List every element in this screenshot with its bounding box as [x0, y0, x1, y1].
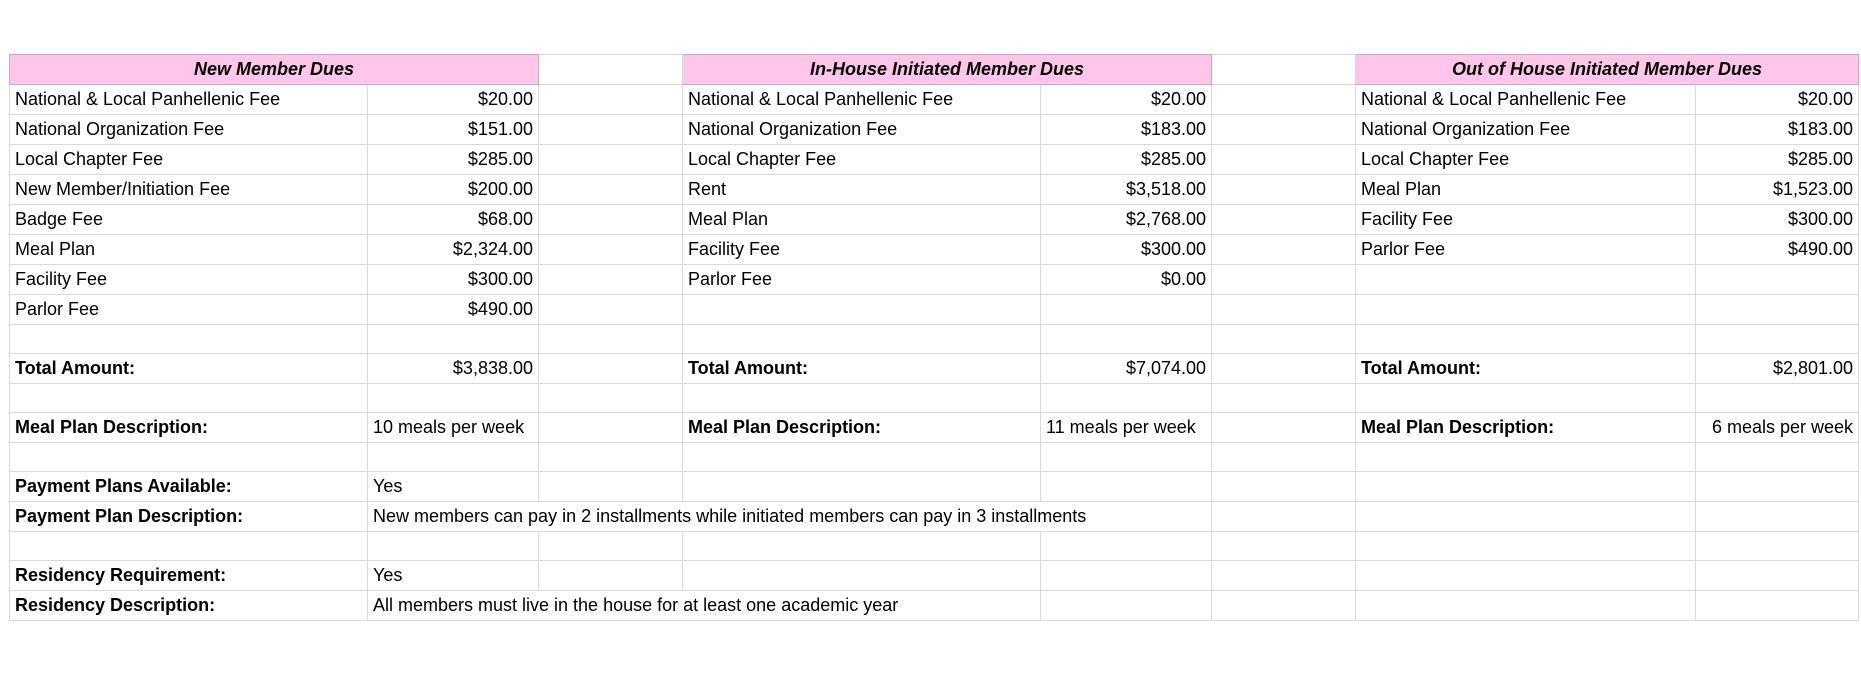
fee-amount[interactable]: $285.00 [1696, 145, 1859, 175]
fee-amount[interactable]: $285.00 [1041, 145, 1212, 175]
fee-amount[interactable]: $68.00 [368, 205, 539, 235]
empty-cell[interactable] [1041, 325, 1212, 354]
fee-row [10, 115, 1859, 145]
meal-plan-description[interactable]: 10 meals per week [368, 413, 539, 443]
section-title[interactable]: Out of House Initiated Member Dues [1356, 55, 1859, 85]
fee-amount[interactable]: $490.00 [368, 295, 539, 325]
empty-cell[interactable] [683, 532, 1041, 561]
empty-cell[interactable] [1356, 265, 1696, 295]
fee-label[interactable]: Meal Plan [1356, 175, 1696, 205]
empty-cell[interactable] [1041, 561, 1212, 591]
fee-label[interactable]: Parlor Fee [683, 265, 1041, 295]
empty-cell[interactable] [1212, 55, 1356, 85]
fee-row [10, 295, 1859, 325]
empty-cell[interactable] [1696, 502, 1859, 532]
empty-cell[interactable] [683, 472, 1041, 502]
empty-cell[interactable] [1212, 443, 1356, 472]
total-amount[interactable]: $2,801.00 [1696, 354, 1859, 384]
empty-cell[interactable] [1696, 295, 1859, 325]
empty-cell[interactable] [368, 384, 539, 413]
fee-label[interactable]: National & Local Panhellenic Fee [10, 85, 368, 115]
fee-amount[interactable]: $183.00 [1696, 115, 1859, 145]
blank-row [10, 532, 1859, 561]
fee-label[interactable]: National & Local Panhellenic Fee [1356, 85, 1696, 115]
header-row [10, 55, 1859, 85]
empty-cell[interactable] [1212, 265, 1356, 295]
blank-row [10, 384, 1859, 413]
empty-cell[interactable] [1212, 235, 1356, 265]
fee-label[interactable]: Parlor Fee [10, 295, 368, 325]
empty-cell[interactable] [1356, 591, 1696, 621]
total-label[interactable]: Total Amount: [10, 354, 368, 384]
empty-cell[interactable] [539, 413, 683, 443]
empty-cell[interactable] [539, 532, 683, 561]
payment-available-value[interactable]: Yes [368, 472, 539, 502]
empty-cell[interactable] [1212, 354, 1356, 384]
empty-cell[interactable] [539, 85, 683, 115]
fee-label[interactable]: Facility Fee [683, 235, 1041, 265]
empty-cell[interactable] [1212, 413, 1356, 443]
residency-requirement-label[interactable]: Residency Requirement: [10, 561, 368, 591]
fee-label[interactable]: Facility Fee [1356, 205, 1696, 235]
empty-cell[interactable] [1212, 591, 1356, 621]
empty-cell[interactable] [1696, 472, 1859, 502]
total-row [10, 354, 1859, 384]
empty-cell[interactable] [1212, 85, 1356, 115]
fee-amount[interactable]: $2,768.00 [1041, 205, 1212, 235]
empty-cell[interactable] [539, 295, 683, 325]
empty-cell[interactable] [1356, 532, 1696, 561]
total-label[interactable]: Total Amount: [683, 354, 1041, 384]
total-label[interactable]: Total Amount: [1356, 354, 1696, 384]
meal-plan-description[interactable]: 11 meals per week [1041, 413, 1212, 443]
empty-cell[interactable] [1696, 591, 1859, 621]
empty-cell[interactable] [368, 532, 539, 561]
empty-cell[interactable] [539, 354, 683, 384]
fee-amount[interactable]: $183.00 [1041, 115, 1212, 145]
fee-row [10, 145, 1859, 175]
empty-cell[interactable] [10, 443, 368, 472]
empty-cell[interactable] [1212, 295, 1356, 325]
empty-cell[interactable] [1212, 384, 1356, 413]
fee-amount[interactable]: $300.00 [1696, 205, 1859, 235]
empty-cell[interactable] [1041, 295, 1212, 325]
fee-label[interactable]: Local Chapter Fee [1356, 145, 1696, 175]
empty-cell[interactable] [1041, 472, 1212, 502]
fee-row [10, 175, 1859, 205]
payment-description-row [10, 502, 1859, 532]
fee-label[interactable]: Local Chapter Fee [683, 145, 1041, 175]
section-title[interactable]: In-House Initiated Member Dues [683, 55, 1212, 85]
meal-plan-label[interactable]: Meal Plan Description: [683, 413, 1041, 443]
fee-label[interactable]: Badge Fee [10, 205, 368, 235]
fee-amount[interactable]: $300.00 [1041, 235, 1212, 265]
meal-plan-label[interactable]: Meal Plan Description: [1356, 413, 1696, 443]
empty-cell[interactable] [1696, 443, 1859, 472]
total-amount[interactable]: $3,838.00 [368, 354, 539, 384]
empty-cell[interactable] [1356, 472, 1696, 502]
empty-cell[interactable] [539, 205, 683, 235]
fee-amount[interactable]: $151.00 [368, 115, 539, 145]
residency-requirement-row [10, 561, 1859, 591]
empty-cell[interactable] [683, 325, 1041, 354]
fee-row [10, 205, 1859, 235]
empty-cell[interactable] [539, 115, 683, 145]
fee-label[interactable]: New Member/Initiation Fee [10, 175, 368, 205]
empty-cell[interactable] [1212, 205, 1356, 235]
empty-cell[interactable] [1212, 145, 1356, 175]
fee-label[interactable]: National Organization Fee [1356, 115, 1696, 145]
empty-cell[interactable] [368, 443, 539, 472]
empty-cell[interactable] [1356, 443, 1696, 472]
fee-amount[interactable]: $300.00 [368, 265, 539, 295]
fee-label[interactable]: Rent [683, 175, 1041, 205]
empty-cell[interactable] [683, 384, 1041, 413]
empty-cell[interactable] [1356, 384, 1696, 413]
fee-label[interactable]: Parlor Fee [1356, 235, 1696, 265]
empty-cell[interactable] [539, 235, 683, 265]
empty-cell[interactable] [1696, 532, 1859, 561]
empty-cell[interactable] [539, 175, 683, 205]
empty-cell[interactable] [1356, 502, 1696, 532]
empty-cell[interactable] [683, 443, 1041, 472]
empty-cell[interactable] [1696, 325, 1859, 354]
section-title[interactable]: New Member Dues [10, 55, 539, 85]
fee-amount[interactable]: $490.00 [1696, 235, 1859, 265]
empty-cell[interactable] [1041, 591, 1212, 621]
fee-label[interactable]: National & Local Panhellenic Fee [683, 85, 1041, 115]
fee-label[interactable]: National Organization Fee [683, 115, 1041, 145]
meal-plan-row [10, 413, 1859, 443]
empty-cell[interactable] [1212, 502, 1356, 532]
fee-amount[interactable]: $20.00 [368, 85, 539, 115]
empty-cell[interactable] [539, 384, 683, 413]
dues-spreadsheet [9, 54, 1859, 621]
residency-requirement-value[interactable]: Yes [368, 561, 539, 591]
blank-row [10, 443, 1859, 472]
meal-plan-label[interactable]: Meal Plan Description: [10, 413, 368, 443]
empty-cell[interactable] [10, 325, 368, 354]
empty-cell[interactable] [1356, 561, 1696, 591]
empty-cell[interactable] [1212, 175, 1356, 205]
fee-label[interactable]: Local Chapter Fee [10, 145, 368, 175]
empty-cell[interactable] [539, 55, 683, 85]
payment-description-value[interactable]: New members can pay in 2 installments while initiated members can pay in 3 installments [368, 502, 1212, 532]
fee-label[interactable]: Meal Plan [10, 235, 368, 265]
fee-amount[interactable]: $2,324.00 [368, 235, 539, 265]
payment-available-row [10, 472, 1859, 502]
empty-cell[interactable] [1696, 265, 1859, 295]
payment-description-label[interactable]: Payment Plan Description: [10, 502, 368, 532]
empty-cell[interactable] [683, 295, 1041, 325]
empty-cell[interactable] [539, 265, 683, 295]
fee-amount[interactable]: $1,523.00 [1696, 175, 1859, 205]
empty-cell[interactable] [539, 472, 683, 502]
empty-cell[interactable] [683, 561, 1041, 591]
fee-amount[interactable]: $20.00 [1696, 85, 1859, 115]
empty-cell[interactable] [1212, 472, 1356, 502]
empty-cell[interactable] [1696, 561, 1859, 591]
empty-cell[interactable] [539, 561, 683, 591]
fee-amount[interactable]: $0.00 [1041, 265, 1212, 295]
empty-cell[interactable] [368, 325, 539, 354]
fee-label[interactable]: National Organization Fee [10, 115, 368, 145]
fee-amount[interactable]: $285.00 [368, 145, 539, 175]
empty-cell[interactable] [1041, 443, 1212, 472]
fee-amount[interactable]: $200.00 [368, 175, 539, 205]
empty-cell[interactable] [1356, 325, 1696, 354]
blank-row [10, 325, 1859, 354]
fee-row [10, 85, 1859, 115]
empty-cell[interactable] [1696, 384, 1859, 413]
fee-label[interactable]: Facility Fee [10, 265, 368, 295]
meal-plan-description[interactable]: 6 meals per week [1696, 413, 1859, 443]
residency-description-label[interactable]: Residency Description: [10, 591, 368, 621]
empty-cell[interactable] [1212, 325, 1356, 354]
fee-amount[interactable]: $3,518.00 [1041, 175, 1212, 205]
empty-cell[interactable] [1041, 532, 1212, 561]
empty-cell[interactable] [1041, 384, 1212, 413]
empty-cell[interactable] [539, 443, 683, 472]
residency-description-value[interactable]: All members must live in the house for at least one academic year [368, 591, 1041, 621]
empty-cell[interactable] [10, 384, 368, 413]
fee-label[interactable]: Meal Plan [683, 205, 1041, 235]
fee-row [10, 265, 1859, 295]
empty-cell[interactable] [1212, 561, 1356, 591]
empty-cell[interactable] [1212, 115, 1356, 145]
empty-cell[interactable] [1212, 532, 1356, 561]
fee-amount[interactable]: $20.00 [1041, 85, 1212, 115]
payment-available-label[interactable]: Payment Plans Available: [10, 472, 368, 502]
empty-cell[interactable] [539, 325, 683, 354]
empty-cell[interactable] [539, 145, 683, 175]
residency-description-row [10, 591, 1859, 621]
empty-cell[interactable] [1356, 295, 1696, 325]
total-amount[interactable]: $7,074.00 [1041, 354, 1212, 384]
fee-row [10, 235, 1859, 265]
empty-cell[interactable] [10, 532, 368, 561]
